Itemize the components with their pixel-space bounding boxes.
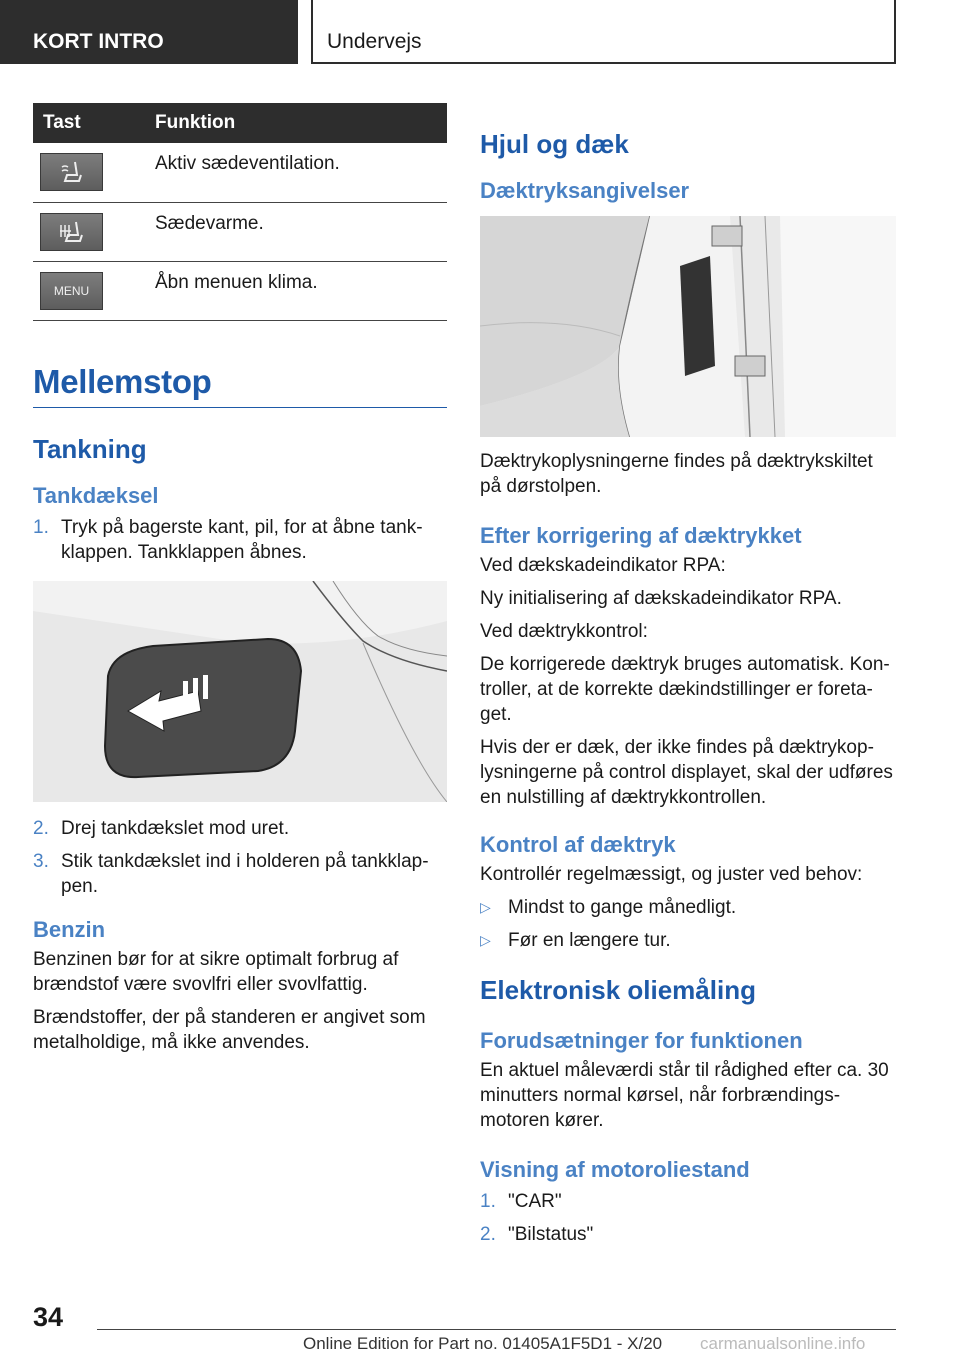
paragraph: Ved dækskadeindikator RPA: [480, 555, 726, 576]
step-text: Stik tankdækslet ind i holderen på tankklappen. [61, 850, 429, 897]
paragraph: Brændstoffer, der på standeren er angivet som metalholdige, må ikke anvendes. [33, 1006, 426, 1053]
seat-heating-icon [40, 213, 103, 251]
fuel-flap-illustration [33, 581, 447, 802]
subheading-forud: Forudsætninger for funktionen [480, 1028, 803, 1053]
bullet-triangle-icon: ▷ [480, 899, 491, 915]
chapter-tab [311, 0, 896, 64]
list-item [480, 1189, 896, 1214]
fuel-steps-list [33, 515, 447, 565]
subheading-daektryksangivelser: Dæktryksangivelser [480, 178, 690, 203]
left-column [33, 103, 447, 1055]
list-item [33, 515, 447, 565]
list-item [480, 1222, 896, 1247]
paragraph: De korrigerede dæktryk bruges automatisk. Kontroller, at de korrekte dækindstillinger er foretaget. [480, 654, 890, 725]
bullet-text: Før en længere tur. [508, 930, 671, 951]
footer-divider [97, 1329, 896, 1330]
table-cell-function: Aktiv sædeventilation. [155, 143, 447, 202]
step-number: 1. [33, 516, 49, 538]
table-row [33, 202, 447, 261]
list-item [33, 816, 447, 841]
paragraph: Ved dæktrykkontrol: [480, 621, 648, 642]
step-number: 2. [33, 817, 49, 839]
chapter-heading: Mellemstop [33, 363, 447, 408]
table-header-key: Tast [33, 103, 155, 143]
watermark: carmanualsonline.info [700, 1334, 866, 1353]
step-number: 2. [480, 1224, 496, 1245]
paragraph: En aktuel måleværdi står til rådighed efter ca. 30 minutters normal kørsel, når forbrændingsmotoren kører. [480, 1060, 889, 1131]
bullet-text: Mindst to gange månedligt. [508, 897, 737, 918]
list-item [33, 849, 447, 899]
seat-ventilation-icon [40, 153, 103, 191]
bullet-triangle-icon: ▷ [480, 932, 491, 948]
step-text: "CAR" [508, 1191, 562, 1212]
subheading-visning: Visning af motoroliestand [480, 1157, 750, 1182]
subheading-tankdaeksel: Tankdæksel [33, 482, 159, 508]
key-function-table [33, 103, 447, 321]
paragraph: Kontrollér regelmæssigt, og juster ved behov: [480, 864, 863, 885]
section-heading-hjul: Hjul og dæk [480, 129, 629, 159]
right-column [480, 103, 896, 1255]
list-item [480, 895, 896, 920]
section-title: KORT INTRO [33, 30, 164, 53]
step-text: Drej tankdækslet mod uret. [61, 817, 290, 839]
table-row [33, 143, 447, 202]
step-text: "Bilstatus" [508, 1224, 594, 1245]
oil-steps-list [480, 1189, 896, 1247]
bullet-list [480, 895, 896, 953]
table-header-function: Funktion [155, 103, 447, 143]
section-heading-elektronisk: Elektronisk oliemåling [480, 975, 756, 1005]
step-text: Tryk på bagerste kant, pil, for at åbne tankklappen. Tankklappen åbnes. [61, 516, 423, 563]
subheading-benzin: Benzin [33, 916, 106, 942]
list-item [480, 928, 896, 953]
table-header-row [33, 103, 447, 143]
menu-key-label: MENU [53, 283, 90, 298]
section-tab [0, 0, 298, 64]
paragraph: Benzinen bør for at sikre optimalt forbrug af brændstof være svovlfri eller svovlfattig. [33, 948, 399, 995]
table-cell-function: Åbn menuen klima. [155, 261, 447, 320]
subheading-kontrol: Kontrol af dæktryk [480, 832, 676, 857]
step-number: 1. [480, 1191, 496, 1212]
paragraph: Hvis der er dæk, der ikke findes på dæktrykoplysningerne på control displayet, skal der udføres en nulstilling af dæktrykkontrollen. [480, 737, 893, 808]
section-heading-tankning: Tankning [33, 433, 147, 464]
chapter-title: Undervejs [327, 30, 422, 53]
fuel-steps-list-continued [33, 816, 447, 899]
step-number: 3. [33, 850, 49, 872]
menu-key-icon [40, 272, 103, 310]
subheading-efter: Efter korrigering af dæktrykket [480, 523, 802, 548]
door-pillar-illustration [480, 216, 896, 437]
table-cell-function: Sædevarme. [155, 202, 447, 261]
image-caption: Dæktrykoplysningerne findes på dæktrykskiltet på dørstolpen. [480, 451, 873, 497]
footer-edition: Online Edition for Part no. 01405A1F5D1 - X/20 [303, 1334, 663, 1353]
paragraph: Ny initialisering af dækskadeindikator RPA. [480, 588, 842, 609]
table-row [33, 261, 447, 320]
page-number: 34 [33, 1302, 64, 1332]
